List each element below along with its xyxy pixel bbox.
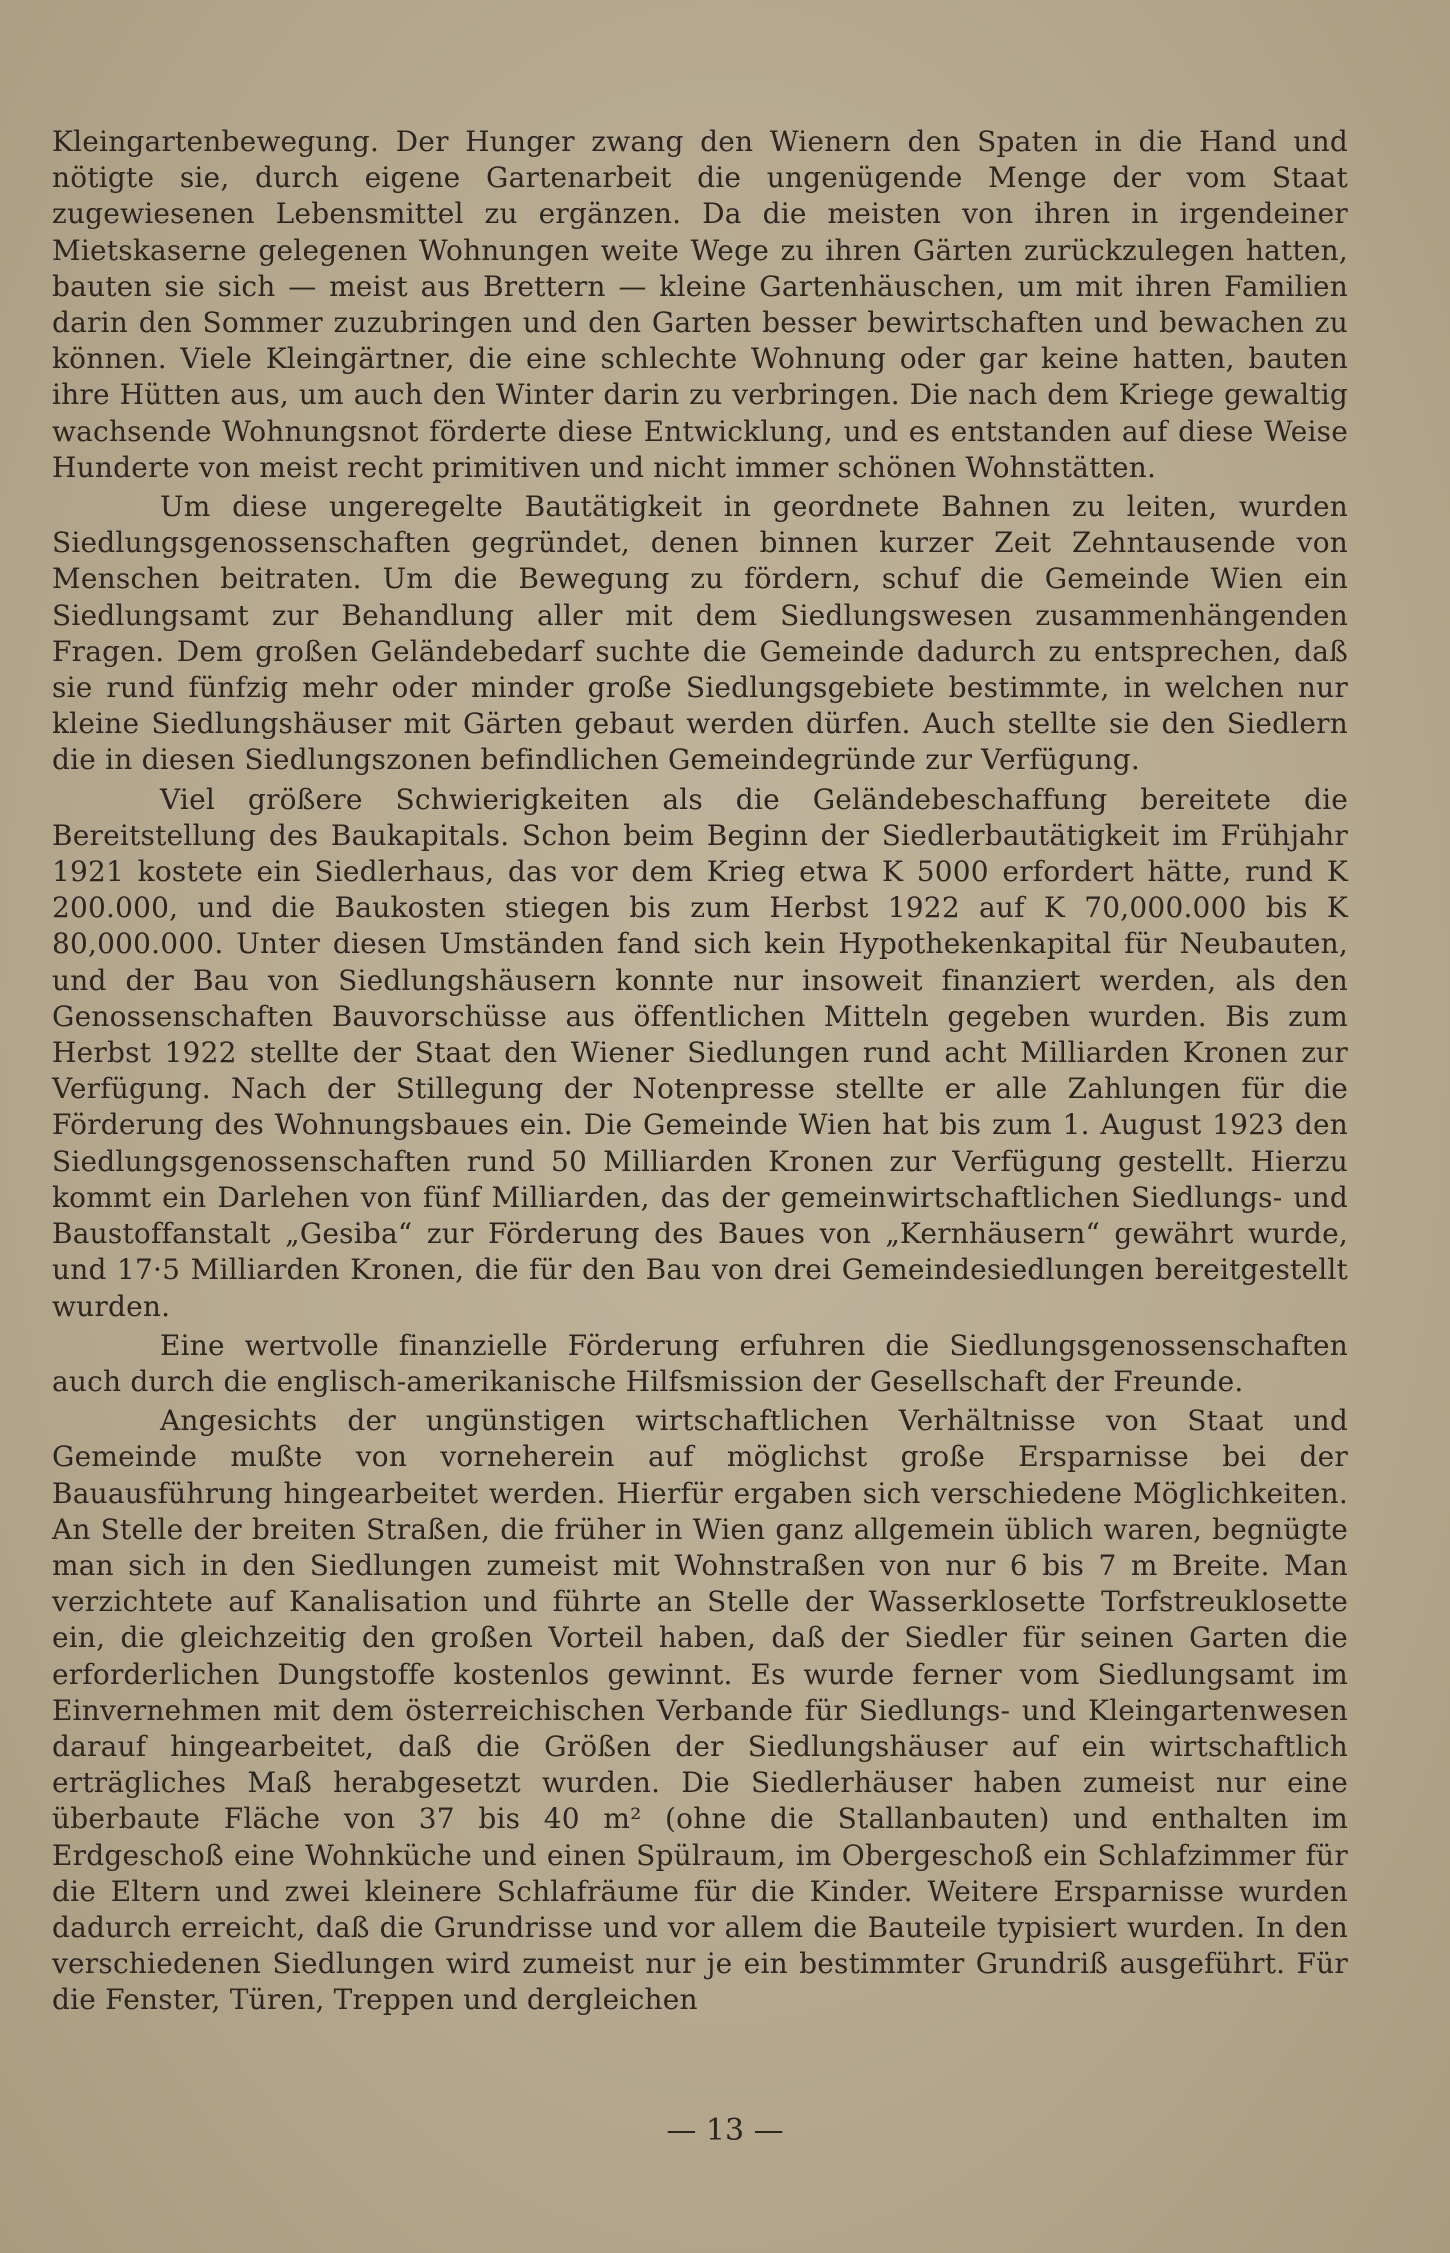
paragraph-2: Um diese ungeregelte Bautätigkeit in geordnete Bahnen zu leiten, wurden Siedlungsgenossenschaften gegründet, denen binnen kurzer Zeit Zehntausende von Menschen beitraten. Um die Bewegung zu fördern, schuf die Gemeinde Wien ein Siedlungsamt zur Behandlung aller mit dem Siedlungswesen zusammenhängenden Fragen. Dem großen Geländebedarf suchte die Gemeinde dadurch zu entsprechen, daß sie rund fünfzig mehr oder minder große Siedlungsgebiete bestimmte, in welchen nur kleine Siedlungshäuser mit Gärten gebaut werden dürfen. Auch stellte sie den Siedlern die in diesen Siedlungszonen befindlichen Gemeindegründe zur Verfügung. [52,490,1348,777]
paragraph-3: Viel größere Schwierigkeiten als die Geländebeschaffung bereitete die Bereitstellung des Baukapitals. Schon beim Beginn der Siedlerbautätigkeit im Frühjahr 1921 kostete ein Siedlerhaus, das vor dem Krieg etwa K 5000 erfordert hätte, rund K 200.000, und die Baukosten stiegen bis zum Herbst 1922 auf K 70,000.000 bis K 80,000.000. Unter diesen Umständen fand sich kein Hypothekenkapital für Neubauten, und der Bau von Siedlungshäusern konnte nur insoweit finanziert werden, als den Genossenschaften Bauvorschüsse aus öffentlichen Mitteln gegeben wurden. Bis zum Herbst 1922 stellte der Staat den Wiener Siedlungen rund acht Milliarden Kronen zur Verfügung. Nach der Stillegung der Notenpresse stellte er alle Zahlungen für die Förderung des Wohnungsbaues ein. Die Gemeinde Wien hat bis zum 1. August 1923 den Siedlungsgenossenschaften rund 50 Milliarden Kronen zur Verfügung gestellt. Hierzu kommt ein Darlehen von fünf Milliarden, das der gemeinwirtschaftlichen Siedlungs- und Baustoffanstalt „Gesiba“ zur Förderung des Baues von „Kernhäusern“ gewährt wurde, und 17·5 Milliarden Kronen, die für den Bau von drei Gemeindesiedlungen bereitgestellt wurden. [52,782,1348,1323]
paragraph-4: Eine wertvolle finanzielle Förderung erfuhren die Siedlungsgenossenschaften auch durch die englisch-amerikanische Hilfsmission der Gesellschaft der Freunde. [52,1328,1348,1398]
paragraph-1: Kleingartenbewegung. Der Hunger zwang den Wienern den Spaten in die Hand und nötigte sie, durch eigene Gartenarbeit die ungenügende Menge der vom Staat zugewiesenen Lebensmittel zu ergänzen. Da die meisten von ihren in irgendeiner Mietskaserne gelegenen Wohnungen weite Wege zu ihren Gärten zurückzulegen hatten, bauten sie sich — meist aus Brettern — kleine Gartenhäuschen, um mit ihren Familien darin den Sommer zuzubringen und den Garten besser bewirtschaften und bewachen zu können. Viele Kleingärtner, die eine schlechte Wohnung oder gar keine hatten, bauten ihre Hütten aus, um auch den Winter darin zu verbringen. Die nach dem Kriege gewaltig wachsende Wohnungsnot förderte diese Entwicklung, und es entstanden auf diese Weise Hunderte von meist recht primitiven und nicht immer schönen Wohnstätten. [52,125,1348,484]
body-text [52,124,1348,2019]
paragraph-5: Angesichts der ungünstigen wirtschaftlichen Verhältnisse von Staat und Gemeinde mußte von vorneherein auf möglichst große Ersparnisse bei der Bauausführung hingearbeitet werden. Hierfür ergaben sich verschiedene Möglichkeiten. An Stelle der breiten Straßen, die früher in Wien ganz allgemein üblich waren, begnügte man sich in den Siedlungen zumeist mit Wohnstraßen von nur 6 bis 7 m Breite. Man verzichtete auf Kanalisation und führte an Stelle der Wasserklosette Torfstreuklosette ein, die gleichzeitig den großen Vorteil haben, daß der Siedler für seinen Garten die erforderlichen Dungstoffe kostenlos gewinnt. Es wurde ferner vom Siedlungsamt im Einvernehmen mit dem österreichischen Verbande für Siedlungs- und Kleingartenwesen darauf hingearbeitet, daß die Größen der Siedlungshäuser auf ein wirtschaftlich erträgliches Maß herabgesetzt wurden. Die Siedlerhäuser haben zumeist nur eine überbaute Fläche von 37 bis 40 m² (ohne die Stallanbauten) und enthalten im Erdgeschoß eine Wohnküche und einen Spülraum, im Obergeschoß ein Schlafzimmer für die Eltern und zwei kleinere Schlafräume für die Kinder. Weitere Ersparnisse wurden dadurch erreicht, daß die Grundrisse und vor allem die Bauteile typisiert wurden. In den verschiedenen Siedlungen wird zumeist nur je ein bestimmter Grundriß ausgeführt. Für die Fenster, Türen, Treppen und dergleichen [52,1404,1348,2017]
page-number: — 13 — [666,2113,784,2148]
